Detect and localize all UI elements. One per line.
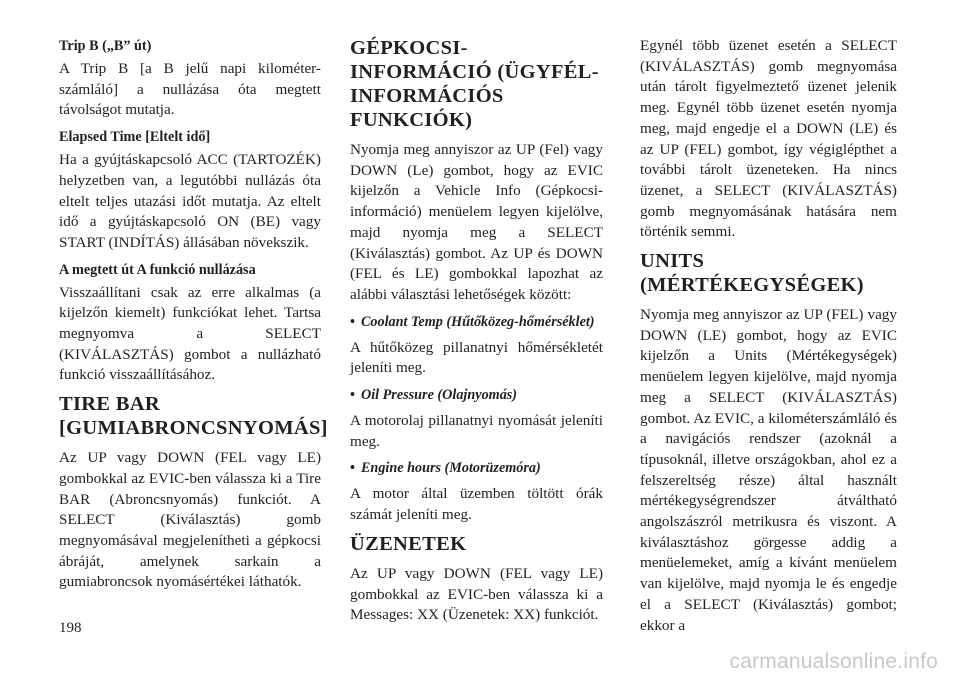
trip-reset-heading: A megtett út A funkció nullázása <box>59 261 256 278</box>
vehicle-info-paragraph: Nyomja meg annyiszor az UP (Fel) vagy DOWN (Le) gombot, hogy az EVIC kijelzőn a Vehicle Info (Gépkocsi-információ) menüelem legyen kijelölve, majd nyomja meg a SELECT (Kiválasztás) gombot. Az UP és DOWN (FEL és LE) gombokkal lapozhat az alábbi választási lehetőségek között: <box>350 141 603 303</box>
vehicle-info-title: GÉPKOCSI-INFORMÁCIÓ (ÜGYFÉL-INFORMÁCIÓS FUNKCIÓK) <box>350 37 599 131</box>
coolant-temp-label: Coolant Temp (Hűtőközeg-hőmérséklet) <box>360 313 595 330</box>
bullet-icon: • <box>350 460 355 477</box>
tire-bar-title: TIRE BAR [GUMIABRONCSNYOMÁS] <box>59 393 328 440</box>
bullet-icon: • <box>350 313 355 330</box>
left-column <box>59 36 328 599</box>
trip-b-paragraph: A Trip B [a B jelű napi kilométer-számláló] a nullázása óta megtett távolságot mutatja. <box>59 60 321 119</box>
watermark: carmanualsonline.info <box>729 650 938 673</box>
messages-continued-paragraph: Egynél több üzenet esetén a SELECT (KIVÁLASZTÁS) gomb megnyomása után tárolt figyelmeztető üzenet jelenik meg. Egynél több üzenet esetén nyomja meg, majd engedje el a DOWN (LE) és az UP (FEL) gombot, így végiglépthet a további tárolt üzeneteken. Ha nincs üzenet, a SELECT (KIVÁLASZTÁS) gomb megnyomásának hatására nem történik semmi. <box>640 37 897 241</box>
units-title: UNITS (MÉRTÉKEGYSÉGEK) <box>640 250 864 297</box>
coolant-temp-item <box>350 312 603 332</box>
messages-paragraph: Az UP vagy DOWN (FEL vagy LE) gombokkal az EVIC-ben válassza ki a Messages: XX (Üzenetek: XX) funkciót. <box>350 564 603 624</box>
messages-title: ÜZENETEK <box>350 532 467 555</box>
elapsed-time-heading: Elapsed Time [Eltelt idő] <box>59 129 211 146</box>
elapsed-time-paragraph: Ha a gyújtáskapcsoló ACC (TARTOZÉK) helyzetben van, a legutóbbi nullázás óta eltelt teljes utazási időt mutatja. Az eltelt idő a gyújtáskapcsoló ON (BE) vagy START (INDÍTÁS) állásában növekszik. <box>59 151 321 251</box>
oil-pressure-label: Oil Pressure (Olajnyomás) <box>360 387 518 404</box>
engine-hours-paragraph: A motor által üzemben töltött órák számát jeleníti meg. <box>350 485 603 524</box>
engine-hours-label: Engine hours (Motorüzemóra) <box>360 460 541 477</box>
engine-hours-item <box>350 458 603 478</box>
middle-column <box>350 36 603 632</box>
tire-bar-paragraph: Az UP vagy DOWN (FEL vagy LE) gombokkal az EVIC-ben válassza ki a Tire BAR (Abroncsnyomás) funkciót. A SELECT (Kiválasztás) gomb megnyomásával megjelenítheti a gépkocsi ábráját, amelynek sarkain a gumiabroncsok nyomásértékei láthatók. <box>59 449 321 591</box>
oil-pressure-item <box>350 385 603 405</box>
right-column <box>640 36 897 642</box>
bullet-icon: • <box>350 387 355 404</box>
units-paragraph: Nyomja meg annyiszor az UP (FEL) vagy DOWN (LE) gombot, hogy az EVIC kijelzőn a Units (Mértékegységek) menüelem legyen kijelölve, majd nyomja meg a SELECT (KIVÁLASZTÁS) gombot. Az EVIC, a kilométerszámláló és a navigációs rendszer (azoknál a típusoknál, illetve országokban, ahol ez a felszereltség része) által használt mértékegységrendszer átváltható angolszászról metrikusra és viszont. A kiválasztáshoz görgesse addig a menüelemeket, amíg a kívánt menüelem van kijelölve, majd nyomja le és engedje el a SELECT (Kiválasztás) gombot; ekkor a <box>640 306 897 634</box>
oil-pressure-paragraph: A motorolaj pillanatnyi nyomását jeleníti meg. <box>350 412 603 450</box>
coolant-temp-paragraph: A hűtőközeg pillanatnyi hőmérsékletét jeleníti meg. <box>350 338 603 377</box>
trip-b-heading: Trip B („B” út) <box>59 38 152 54</box>
trip-reset-paragraph: Visszaállítani csak az erre alkalmas (a kijelzőn kiemelt) funkciókat lehet. Tartsa megnyomva a SELECT (KIVÁLASZTÁS) gombot a nullázható funkció visszaállításához. <box>59 283 321 384</box>
page-number: 198 <box>59 620 82 636</box>
